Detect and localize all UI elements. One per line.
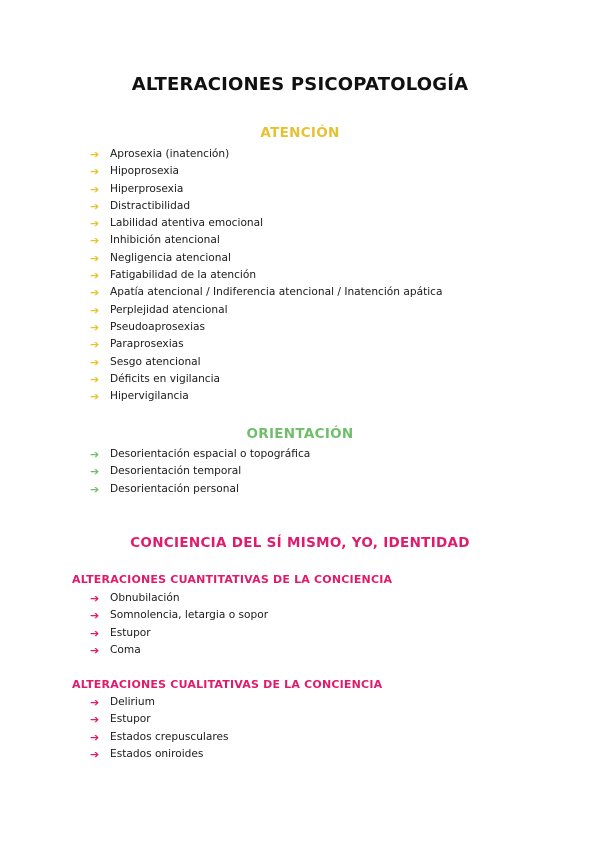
list-cuantitativas [90, 590, 268, 659]
list-item: ➔ Paraprosexias [90, 336, 442, 353]
list-item: ➔ Obnubilación [90, 590, 268, 607]
list-item: ➔ Estupor [90, 625, 268, 642]
list-item: ➔ Desorientación temporal [90, 463, 310, 480]
list-item: ➔ Estados crepusculares [90, 729, 229, 746]
list-item: ➔ Pseudoaprosexias [90, 319, 442, 336]
sub-heading-cualitativas: ALTERACIONES CUALITATIVAS DE LA CONCIENCIA [72, 678, 383, 691]
list-item: ➔ Negligencia atencional [90, 250, 442, 267]
sub-heading-cuantitativas: ALTERACIONES CUANTITATIVAS DE LA CONCIENCIA [72, 573, 393, 586]
list-item: ➔ Delirium [90, 694, 229, 711]
list-item: ➔ Labilidad atentiva emocional [90, 215, 442, 232]
right-arrow-icon: ➔ [90, 182, 100, 196]
right-arrow-icon: ➔ [90, 148, 100, 161]
right-arrow-icon: ➔ [90, 303, 100, 317]
list-item: ➔ Sesgo atencional [90, 354, 442, 371]
list-item: ➔ Apatía atencional / Indiferencia atencional / Inatención apática [90, 284, 442, 301]
right-arrow-icon: ➔ [90, 269, 100, 283]
right-arrow-icon: ➔ [90, 286, 100, 300]
page-title: ALTERACIONES PSICOPATOLOGÍA [131, 74, 469, 95]
right-arrow-icon: ➔ [90, 730, 100, 744]
list-item: ➔ Aprosexia (inatención) [90, 146, 442, 163]
right-arrow-icon: ➔ [90, 390, 100, 404]
right-arrow-icon: ➔ [90, 747, 100, 761]
right-arrow-icon: ➔ [90, 482, 100, 496]
list-item: ➔ Hipoprosexia [90, 163, 442, 180]
right-arrow-icon: ➔ [90, 713, 100, 727]
list-atencion [90, 146, 442, 405]
list-item: ➔ Desorientación personal [90, 481, 310, 498]
list-item: ➔ Distractibilidad [90, 198, 442, 215]
right-arrow-icon: ➔ [90, 251, 100, 265]
right-arrow-icon: ➔ [90, 465, 100, 479]
right-arrow-icon: ➔ [90, 199, 100, 213]
right-arrow-icon: ➔ [90, 165, 100, 179]
list-item: ➔ Desorientación espacial o topográfica [90, 446, 310, 463]
list-item: ➔ Perplejidad atencional [90, 302, 442, 319]
right-arrow-icon: ➔ [90, 643, 100, 657]
list-orientacion [90, 446, 310, 498]
right-arrow-icon: ➔ [90, 448, 100, 461]
list-cualitativas [90, 694, 229, 763]
right-arrow-icon: ➔ [90, 355, 100, 369]
list-item: ➔ Estupor [90, 711, 229, 728]
right-arrow-icon: ➔ [90, 696, 100, 709]
list-item: ➔ Coma [90, 642, 268, 659]
section-heading-conciencia: CONCIENCIA DEL SÍ MISMO, YO, IDENTIDAD [130, 535, 470, 551]
list-item: ➔ Estados oniroides [90, 746, 229, 763]
right-arrow-icon: ➔ [90, 234, 100, 248]
list-item: ➔ Déficits en vigilancia [90, 371, 442, 388]
list-item: ➔ Hiperprosexia [90, 181, 442, 198]
list-item: ➔ Hipervigilancia [90, 388, 442, 405]
right-arrow-icon: ➔ [90, 609, 100, 623]
right-arrow-icon: ➔ [90, 217, 100, 231]
right-arrow-icon: ➔ [90, 372, 100, 386]
right-arrow-icon: ➔ [90, 626, 100, 640]
list-item: ➔ Somnolencia, letargia o sopor [90, 607, 268, 624]
right-arrow-icon: ➔ [90, 592, 100, 605]
list-item: ➔ Fatigabilidad de la atención [90, 267, 442, 284]
right-arrow-icon: ➔ [90, 320, 100, 334]
right-arrow-icon: ➔ [90, 338, 100, 352]
section-heading-atencion: ATENCIÓN [260, 125, 340, 141]
section-heading-orientacion: ORIENTACIÓN [246, 426, 354, 442]
list-item: ➔ Inhibición atencional [90, 232, 442, 249]
